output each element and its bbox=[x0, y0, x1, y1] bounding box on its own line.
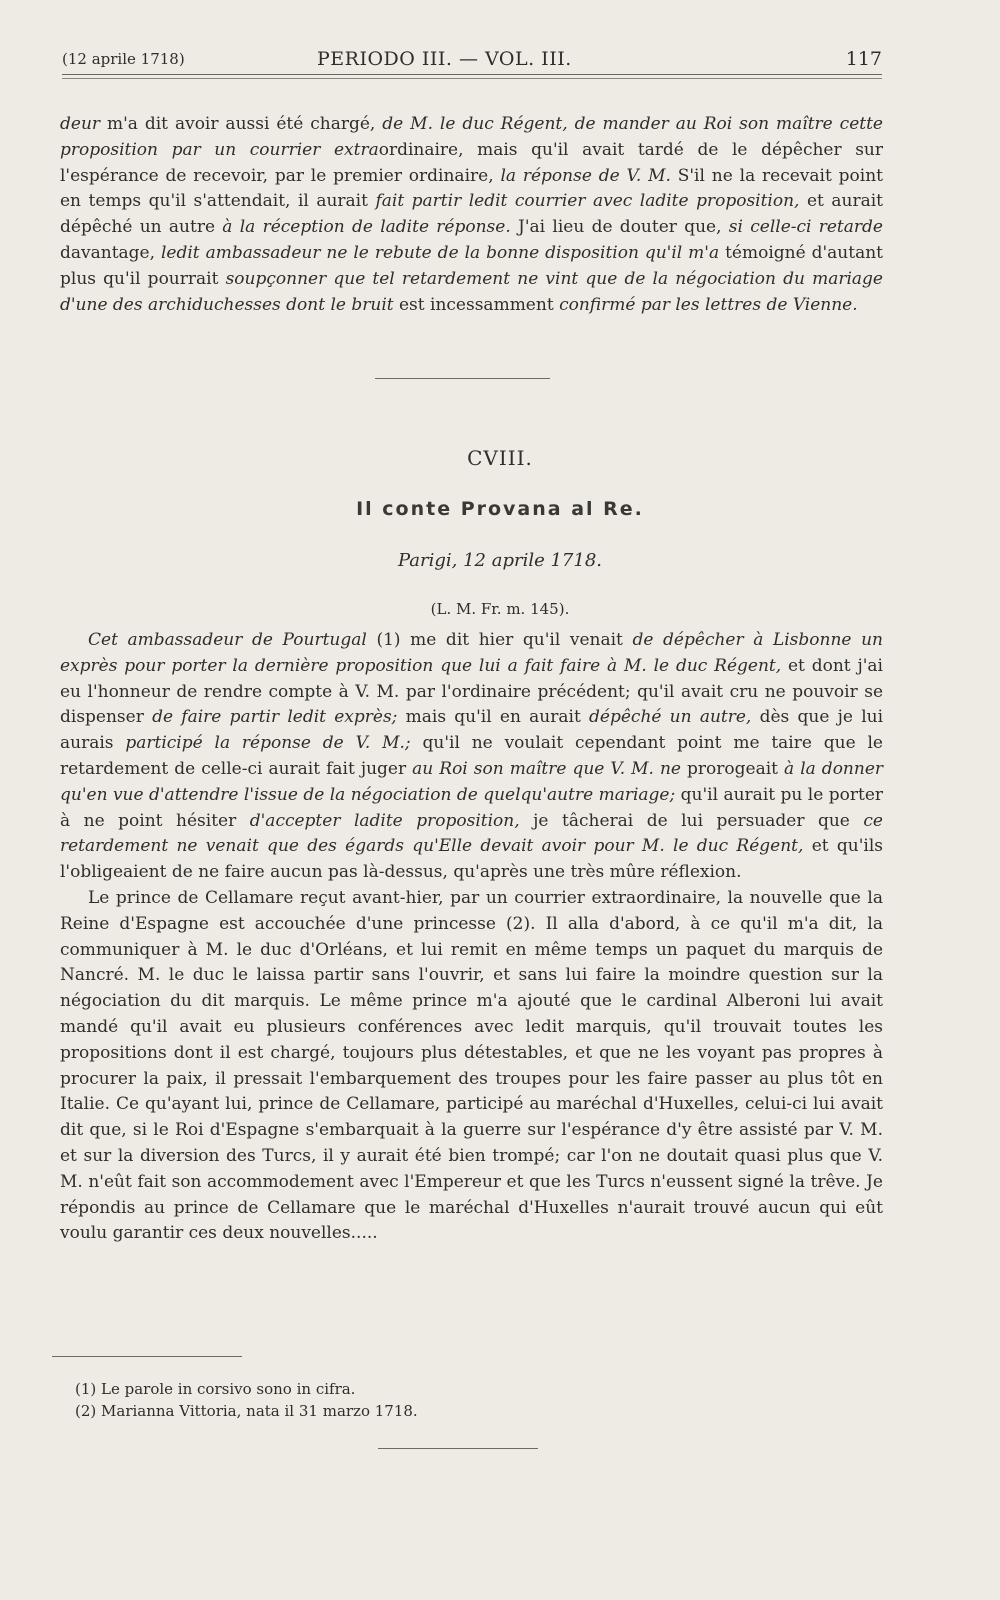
letter-body bbox=[60, 628, 883, 1247]
header-date: (12 aprile 1718) bbox=[62, 50, 185, 68]
letter-number: CVIII. bbox=[467, 446, 533, 470]
letter-place-date: Parigi, 12 aprile 1718. bbox=[397, 550, 603, 571]
letter-title: Il conte Provana al Re. bbox=[356, 498, 644, 520]
footnote-rule bbox=[52, 1356, 242, 1357]
running-header bbox=[62, 48, 882, 75]
footnote-2: (2) Marianna Vittoria, nata il 31 marzo 1718. bbox=[75, 1402, 418, 1420]
footnote-1: (1) Le parole in corsivo sono in cifra. bbox=[75, 1380, 356, 1398]
header-title: PERIODO III. — VOL. III. bbox=[317, 48, 572, 70]
footnotes bbox=[75, 1378, 418, 1422]
continued-paragraph bbox=[60, 112, 883, 318]
page-number: 117 bbox=[845, 48, 882, 70]
section-divider bbox=[375, 378, 550, 379]
paragraph-1: deur m'a dit avoir aussi été chargé, de M. le duc Régent, de mander au Roi son maître cette proposition par un courrier extraordinaire, mais qu'il avait tardé de le dépêcher sur l'espérance de recevoir, par le premier ordinaire, la réponse de V. M. S'il ne la recevait point en temps qu'il s'attendait, il aurait fait partir ledit courrier avec ladite proposition, et aurait dépêché un autre à la réception de ladite réponse. J'ai lieu de douter que, si celle-ci retarde davantage, ledit ambassadeur ne le rebute de la bonne disposition qu'il m'a témoigné d'autant plus qu'il pourrait soupçonner que tel retardement ne vint que de la négociation du mariage d'une des archiduchesses dont le bruit est incessamment confirmé par les lettres de Vienne. bbox=[60, 114, 883, 315]
paragraph-2: Cet ambassadeur de Pourtugal (1) me dit hier qu'il venait de dépêcher à Lisbonne un exprès pour porter la dernière proposition que lui a fait faire à M. le duc Régent, et dont j'ai eu l'honneur de rendre compte à V. M. par l'ordinaire précédent; qu'il avait cru ne pouvoir se dispenser de faire partir ledit exprès; mais qu'il en aurait dépêché un autre, dès que je lui aurais participé la réponse de V. M.; qu'il ne voulait cependant point me taire que le retardement de celle-ci aurait fait juger au Roi son maître que V. M. ne prorogeait à la donner qu'en vue d'attendre l'issue de la négociation de quelqu'autre mariage; qu'il aurait pu le porter à ne point hésiter d'accepter ladite proposition, je tâcherai de lui persuader que ce retardement ne venait que des égards qu'Elle devait avoir pour M. le duc Régent, et qu'ils l'obligeaient de ne faire aucun pas là-dessus, qu'après une très mûre réflexion. bbox=[60, 630, 884, 883]
letter-source: (L. M. Fr. m. 145). bbox=[430, 600, 570, 618]
end-rule bbox=[378, 1448, 538, 1449]
paragraph-3: Le prince de Cellamare reçut avant-hier, par un courrier extraordinaire, la nouvelle que la Reine d'Espagne est accouchée d'une princesse (2). Il alla d'abord, à ce qu'il m'a dit, la communiquer à M. le duc d'Orléans, et lui remit en même temps un paquet du marquis de Nancré. M. le duc le laissa partir sans l'ouvrir, et sans lui faire la moindre question sur la négociation du dit marquis. Le même prince m'a ajouté que le cardinal Alberoni lui avait mandé qu'il avait eu plusieurs conférences avec ledit marquis, qu'il trouvait toutes les propositions dont il est chargé, toujours plus détestables, et que ne les voyant pas propres à procurer la paix, il pressait l'embarquement des troupes pour les faire passer au plus tôt en Italie. Ce qu'ayant lui, prince de Cellamare, participé au maréchal d'Huxelles, celui-ci lui avait dit que, si le Roi d'Espagne s'embarquait à la guerre sur l'espérance d'y être assisté par V. M. et sur la diversion des Turcs, il y aurait été bien trompé; car l'on ne doutait quasi plus que V. M. n'eût fait son accommodement avec l'Empereur et que les Turcs n'eussent signé la trêve. Je répondis au prince de Cellamare que le maréchal d'Huxelles n'aurait trouvé aucun qui eût voulu garantir ces deux nouvelles..... bbox=[60, 887, 883, 1244]
